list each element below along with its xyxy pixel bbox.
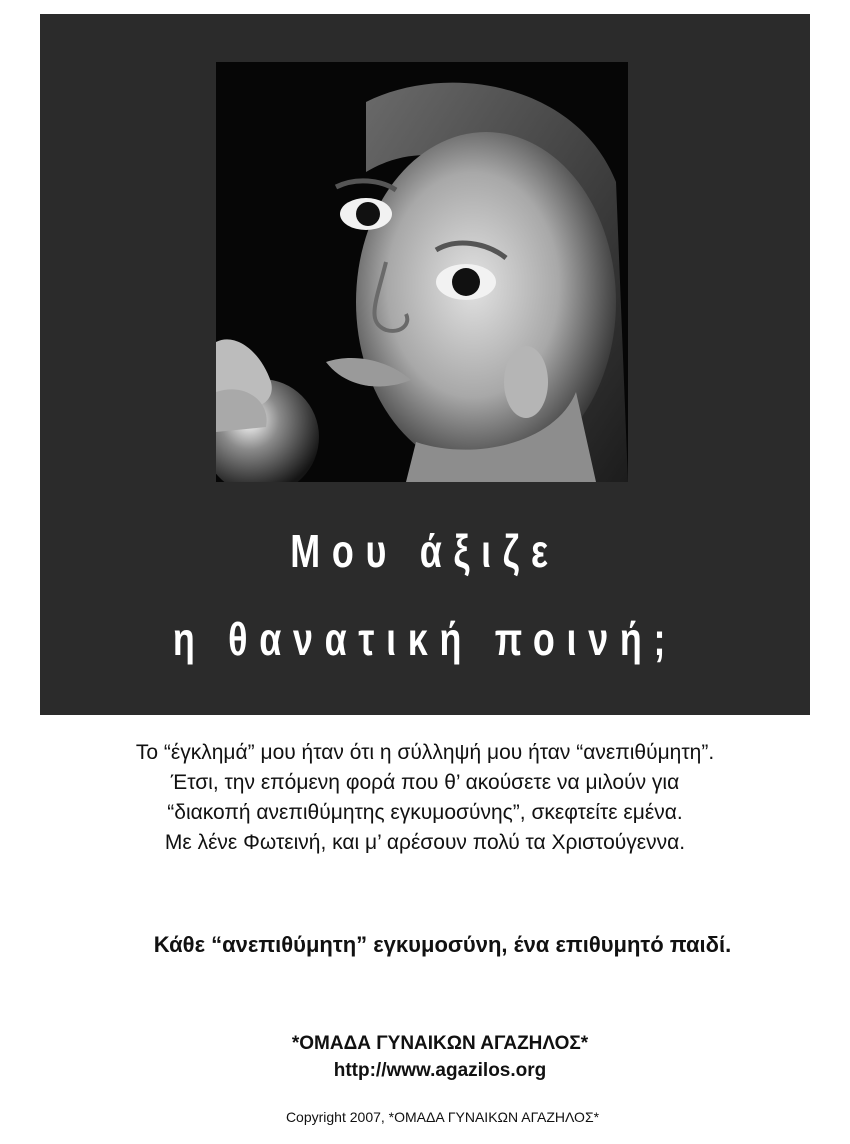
- organization-name: *ΟΜΑΔΑ ΓΥΝΑΙΚΩΝ ΑΓΑΖΗΛΟΣ*: [291, 1033, 589, 1054]
- body-line: “διακοπή ανεπιθύμητης εγκυμοσύνης”, σκεφτείτε εμένα.: [167, 801, 683, 824]
- headline-line-1: Μου άξιζε: [290, 525, 560, 577]
- website-link[interactable]: http://www.agazilos.org: [333, 1060, 547, 1081]
- copyright-notice: Copyright 2007, *ΟΜΑΔΑ ΓΥΝΑΙΚΩΝ ΑΓΑΖΗΛΟΣ*: [285, 1109, 600, 1125]
- body-line: Έτσι, την επόμενη φορά που θ’ ακούσετε να μιλούν για: [170, 771, 680, 794]
- body-line: Το “έγκλημά” μου ήταν ότι η σύλληψή μου ήταν “ανεπιθύμητη”.: [135, 741, 715, 764]
- body-line: Με λένε Φωτεινή, και μ’ αρέσουν πολύ τα Χριστούγεννα.: [164, 831, 686, 854]
- child-portrait-illustration: [216, 62, 628, 482]
- child-portrait-photo: [216, 62, 628, 482]
- headline-line-2: η θανατική ποινή;: [172, 613, 678, 665]
- body-paragraph: [0, 738, 850, 858]
- poster-dark-panel: [40, 14, 810, 715]
- tagline: Κάθε “ανεπιθύμητη” εγκυμοσύνη, ένα επιθυμητό παιδί.: [153, 932, 732, 957]
